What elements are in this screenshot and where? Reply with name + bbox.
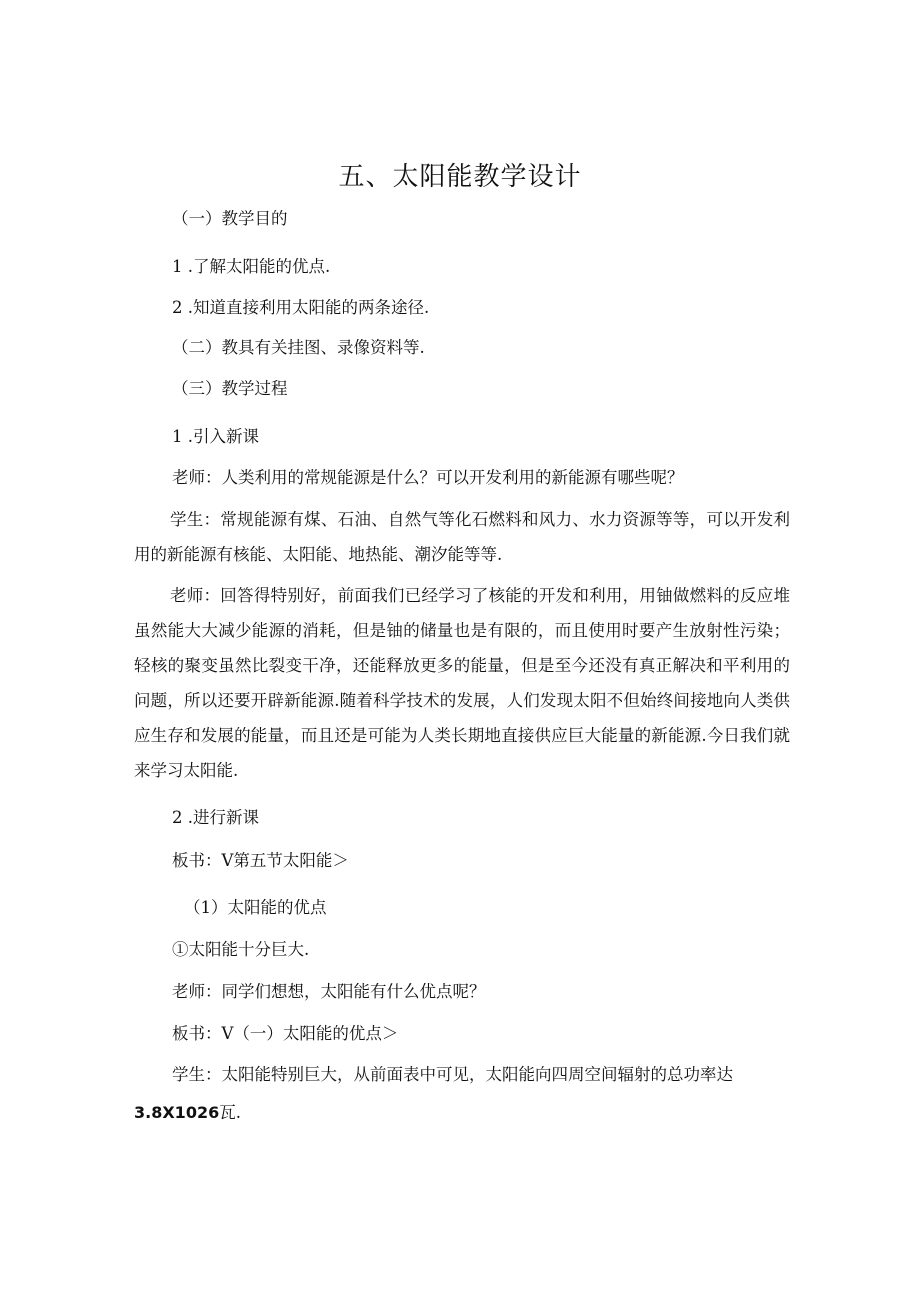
teacher-question-1: 老师：人类利用的常规能源是什么？可以开发利用的新能源有哪些呢？: [172, 468, 684, 487]
blackboard-note-2: 板书：V（一）太阳能的优点＞: [172, 1024, 399, 1043]
section-heading-process: （三）教学过程: [172, 379, 288, 398]
step-heading-introduction: 1 .引入新课: [172, 427, 259, 446]
point-item-1: ①太阳能十分巨大.: [172, 940, 310, 959]
objective-item-2: 2 .知道直接利用太阳能的两条途径.: [172, 298, 430, 317]
step-heading-new-lesson: 2 .进行新课: [172, 808, 259, 827]
section-heading-teaching-aids: （二）教具有关挂图、录像资料等.: [172, 338, 425, 357]
section-heading-objectives: （一）教学目的: [172, 209, 288, 228]
power-value: 3.8X1026: [134, 1103, 220, 1122]
teacher-question-3: 老师：同学们想想，太阳能有什么优点呢？: [172, 982, 486, 1001]
teacher-statement-2: 老师：回答得特别好，前面我们已经学习了核能的开发和利用，用铀做燃料的反应堆虽然能大大减少能源的消耗，但是铀的储量也是有限的，而且使用时要产生放射性污染；轻核的聚变虽然比裂变干净，还能释放更多的能量，但是至今还没有真正解决和平利用的问题，所以还要开辟新能源.随着科学技术的发展，人们发现太阳不但始终间接地向人类供应生存和发展的能量，而且还是可能为人类长期地直接供应巨大能量的新能源.今日我们就来学习太阳能.: [134, 586, 790, 780]
document-title: 五、太阳能教学设计: [338, 162, 582, 192]
student-answer-1: 学生：常规能源有煤、石油、自然气等化石燃料和风力、水力资源等等，可以开发利用的新能源有核能、太阳能、地热能、潮汐能等等.: [134, 510, 790, 564]
objective-item-1: 1 .了解太阳能的优点.: [172, 257, 331, 276]
subsection-heading-advantages: （1）太阳能的优点: [184, 898, 327, 917]
student-answer-2: 学生：太阳能特别巨大，从前面表中可见，太阳能向四周空间辐射的总功率达: [172, 1065, 733, 1084]
power-value-line: [134, 1103, 241, 1123]
blackboard-note-1: 板书：V第五节太阳能＞: [172, 851, 349, 870]
power-unit: 瓦.: [219, 1103, 241, 1122]
